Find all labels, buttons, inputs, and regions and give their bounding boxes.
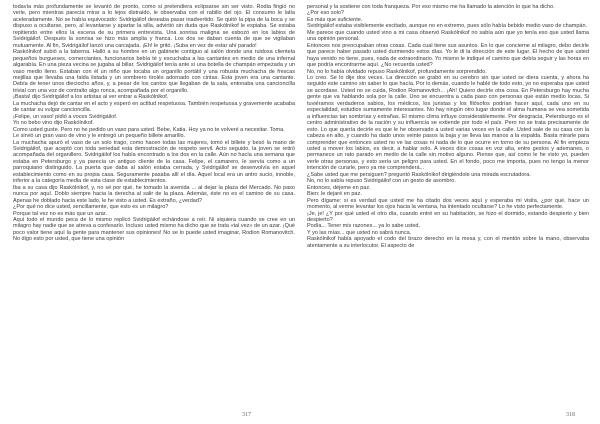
right-page-text: personal y la sostiene con toda franqueza. Por eso mismo me ha llamado la atención lo que ha dicho. ¿Por eso solo? Es más que suficiente. Svidrigáilof estaba visiblemente excitado, aunque no en extremo, pues sólo había bebido medio vaso de champán. Me parece que cuando usted vino a mi casa observó Raskólnikof no sabía aún que yo tenía eso que usted llama una opinión personal. Entonces nos preocupaban otras cosas. Cada cual tiene sus asuntos. En lo que concierne al milagro, debo decirle que parece haber pasado usted durmiendo estos días. Yo le di la dirección de este lugar. El hecho de que usted haya venido no tiene, pues, nada de extraordinario. Yo mismo le indiqué el camino que debía seguir y las horas en que podría encontrarme aquí. ¿No recuerda usted? No, no lo había olvidado repuso Raskólnikof, profundamente sorprendido. Lo creo. Se lo dije dos veces. La dirección se grabó en su cerebro sin que usted se diera cuenta, y ahora ha seguido este camino sin saber lo que hacía. Por lo demás, cuando le hablé de todo esto, yo no esperaba que usted se acordase. Usted no se cuida, Rodion Romanovitch... ¡Ah! Quiero decirle otra cosa. En Petersburgo hay mucha gente que va hablando sola por la calle. Uno se encuentra a cada paso con personas que están medio locas. Si tuviéramos verdaderos sabios, los médicos, los juristas y los filósofos podrían hacer aquí, cada uno en su especialidad, estudios sumamente interesantes. No hay ningún otro lugar donde el alma humana se vea sometida a influencias tan sombrías y extrañas. El mismo clima influye considerablemente. Por desgracia, Petersburgo es el centro administrativo de la nación y su influencia se extiende por todo el país. Pero no se trata precisamente de esto. Lo que quería decirle es que le he observado a usted varias veces en la calle. Usted sale de su casa con la cabeza en alto, y cuando ha dado unos veinte pasos la baja y se lleva las manos a la espalda. Basta mirarle para comprender que entonces usted no ve las cosas ni nada de lo que ocurre en torno de su persona. Al fin empieza usted a mover los labios, es decir, a hablar solo. A veces dice cosas en voz alta, entre gestos y ademanes, o permanece un rato parado en medio de la calle sin motivo alguno. Piense que, así como le he visto yo, pueden verle otras personas, y esto sería un peligro para usted. En el fondo, poco me importa, pues no tengo la menor intención de curarle, pero ya me comprenderá... ¿Sabe usted que me persiguen? preguntó Raskólnikof dirigiéndole una mirada escrutadora. No, no lo sabía repuso Svidrigáilof con un gesto de asombro. Entonces, déjeme en paz. Bien: le dejaré en paz. Pero dígame: si es verdad que usted me ha citado dos veces aquí y esperaba mi visita, ¿por qué, hace un momento, al verme levantar los ojos hacia la ventana, ha intentado ocultarse? Lo he visto perfectamente. ¡Je, je! ¿Y por qué usted el otro día, cuando entré en su habitación, se hizo el dormido, estando despierto y bien despierto? Podía... Tener mis razones... ya lo sabe usted. Y yo las mías... que usted no sabrá nunca. Raskólnikof había apoyado el codo del brazo derecho en la mesa y, con el mentón sobre la mano, observaba atentamente a su interlocutor. El aspecto de xyxy=(307,4,589,249)
right-page-number: 318 xyxy=(566,412,575,418)
left-page xyxy=(13,4,295,404)
left-page-number: 317 xyxy=(242,412,251,418)
left-page-text: todavía más profundamente se levantó de pronto, como si pretendiera eclipsarse sin ser visto. Rodia fingió no verle, pero mientras parecía mirar a lo lejos distraído, le observaba con el rabillo del ojo. El consumo le latía aceleradamente. No se había equivocado: Svidrigáilof deseaba pasar inadvertido. Se quitó la pipa de la boca y se dispuso a ocultarse, pero, al levantarse y apartar la silla, advirtió sin duda que Raskólnikof le espiaba. Se estaba repitiendo entre ellos la escena de su primera entrevista. Una sonrisa maligna se esbozó en los labios de Svidrigáilof. Después la sonrisa se hizo más amplia y franca. Los dos se daban cuenta de que se vigilaban mutuamente. Al fin, Svidrigáilof lanzó una carcajada. ¡Eh! le gritó. ¡Suba en vez de estar ahí parado! Raskólnikof subió a la taberna. Halló a su hombre en un gabinete contiguo al salón donde una ruidosa clientela pequeños burgueses, comerciantes, funcionarios bebía té y escuchaba a las cantantes en medio de una infernal algarabía. En una pieza vecina se jugaba al billar. Svidrigáilof tenía ante sí una botella de champán empezada y un vaso medio lleno. Estaban con él un niño que tocaba un organillo portátil y una robusta muchacha de frescas mejillas que llevaba una falda listada y un sombrero tirolés adornado con cintas. Esta joven era una cantante. Debía de tener unos dieciocho años, y, a pesar de los cantos que llegaban de la sala, entonaba una cancioncilla trivial con una voz de contralto algo ronca, acompañada por el organillo. ¡Basta! dijo Svidrigáilof a los artistas al ver entrar a Raskólnikof. La muchacha dejó de cantar en el acto y esperó en actitud respetuosa. También respetuosa y gravemente acababa de cantar su vulgar cancioncilla. ¡Felipe, un vaso! pidió a voces Svidrigáilof. Yo no bebo vino dijo Raskólnikof. Como usted guste. Pero no he pedido un vaso para usted. Bebe, Katia. Hoy ya no te volveré a necesitar. Toma. Le sirvió un gran vaso de vino y le entregó un pequeño billete amarillo. La muchacha apuró el vaso de un solo trago, como hacen todas las mujeres, tomó el billete y besó la mano de Svidrigáilof, que aceptó con toda seriedad esta demostración de respeto servil. Acto seguido, la joven se retiró acompañada del organillero. Svidrigáilof los había encontrado a los dos en la calle. Aún no hacía una semana que estaba en Petersburgo y ya parecía un antiguo cliente de la casa. Felipe, el camarero, le servía como a un parroquiano distinguido. La puerta que daba al salón estaba cerrada, y Svidrigáilof se desenvolvía en aquel establecimiento como en su propia casa. Seguramente pasaba allí el día. Aquel local era un antro sucio, innoble, inferior a la categoría media de esta clase de establecimientos. Iba a su casa dijo Raskólnikof, y, no sé por qué, he tomado la avenida ... al dejar la plaza del Mercado. No paso nunca por aquí. Doblo siempre hacia la derecha al salir de la plaza. Además, éste no es el camino de su casa. Apenas he doblado hacia este lado, le he visto a usted. Es extraño, ¿verdad? ¿Por qué no dice usted, sencillamente, que esto es un milagro? Porque tal vez no es más que un azar. Aquí todo el mundo peca de lo mismo replicó Svidrigáilof echándose a reír. Ni siquiera cuando se cree en un milagro hay nadie que se atreva a confesarlo. Incluso usted mismo ha dicho que se trata «tal vez» de un azar. ¡Qué poco valor tiene aquí la gente para mantener sus opiniones! No se lo puede usted imaginar, Rodion Romanovitch. No digo esto por usted, que tiene una opinión xyxy=(13,4,295,243)
right-page xyxy=(307,4,589,404)
